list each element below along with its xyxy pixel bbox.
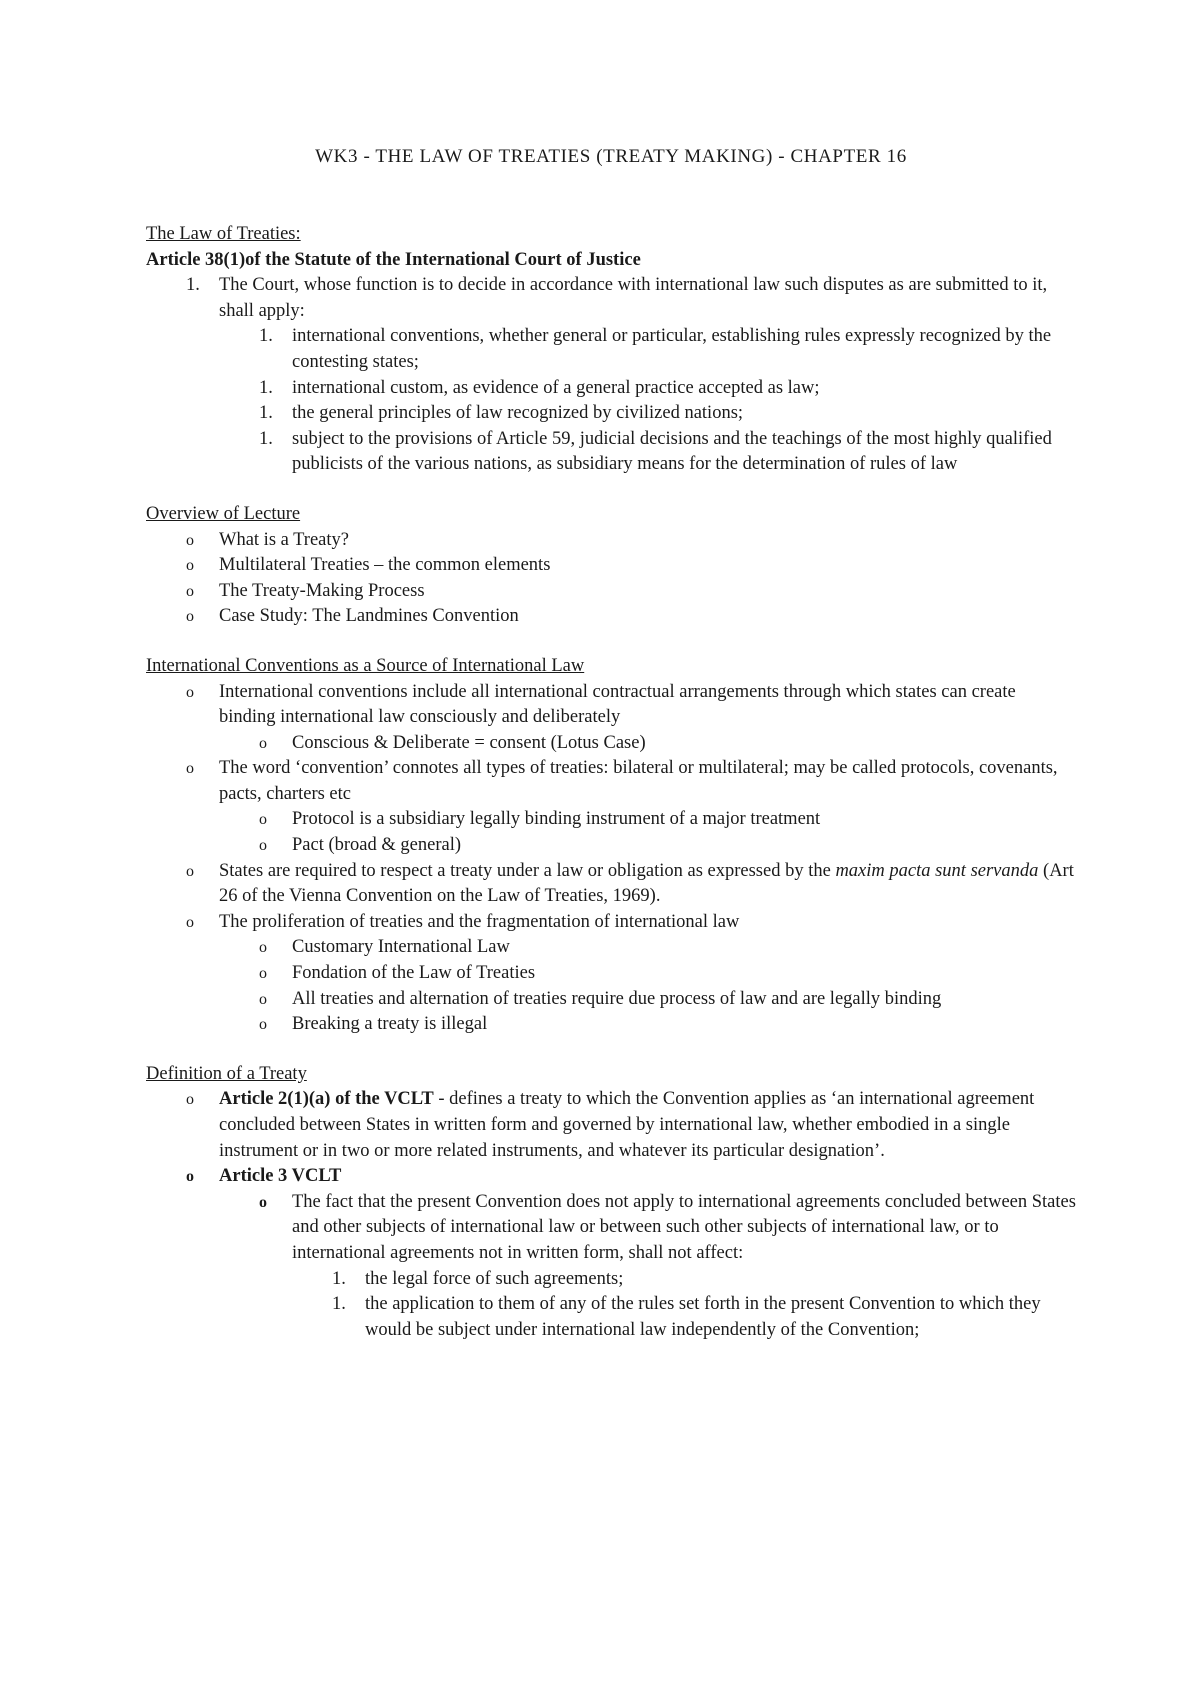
definition-list <box>146 1087 1076 1343</box>
list-item-text: - defines a treaty to which the Convention applies as ‘an international agreement concluded between States in written form and governed by international law, whether embodied in a single instrument or in two or more related instruments, and whatever its particular designation’. <box>219 1089 1035 1161</box>
spacer <box>146 630 1076 654</box>
list-item <box>146 807 1076 833</box>
bullet-icon: o <box>186 760 194 778</box>
bullet-icon: o <box>186 531 194 549</box>
bullet-icon: o <box>259 1193 267 1211</box>
list-item-text: international custom, as evidence of a general practice accepted as law; <box>292 377 820 398</box>
bullet-icon: o <box>259 939 267 957</box>
section-heading-overview: Overview of Lecture <box>146 503 301 524</box>
list-item-text-pre: States are required to respect a treaty under a law or obligation as expressed by the <box>219 860 836 881</box>
list-item <box>146 1012 1076 1038</box>
spacer <box>146 478 1076 502</box>
list-item <box>146 935 1076 961</box>
list-number: 1. <box>259 326 273 347</box>
article-38-heading: Article 38(1)of the Statute of the International Court of Justice <box>146 249 641 270</box>
list-number: 1. <box>186 275 200 296</box>
list-item <box>146 376 1076 402</box>
list-number: 1. <box>332 1268 346 1289</box>
bullet-icon: o <box>186 1091 194 1109</box>
list-item-text: Case Study: The Landmines Convention <box>219 606 519 627</box>
list-item-text: The word ‘convention’ connotes all types of treaties: bilateral or multilateral; may be called protocols, covenants, pacts, charters etc <box>219 758 1058 804</box>
article-2-label: Article 2(1)(a) of the VCLT <box>219 1089 434 1110</box>
list-item-text: The proliferation of treaties and the fragmentation of international law <box>219 911 740 932</box>
list-item <box>146 1267 1076 1293</box>
section-heading-law-of-treaties: The Law of Treaties: <box>146 224 301 244</box>
list-item <box>146 273 1076 324</box>
section-heading-definition: Definition of a Treaty <box>146 1063 307 1084</box>
list-item <box>146 401 1076 427</box>
bullet-icon: o <box>259 811 267 829</box>
bullet-icon: o <box>186 913 194 931</box>
list-item-text: The Court, whose function is to decide in accordance with international law such disputes as are submitted to it, shall apply: <box>219 275 1048 321</box>
list-item <box>146 1087 1076 1164</box>
list-item <box>146 910 1076 936</box>
list-item-text-post: (Art 26 of the Vienna Convention on the Law of Treaties, 1969). <box>219 860 1074 907</box>
list-number: 1. <box>332 1294 346 1315</box>
list-item-text: Breaking a treaty is illegal <box>292 1014 488 1035</box>
document-body <box>146 144 1076 1343</box>
bullet-icon: o <box>259 990 267 1008</box>
list-item-text: Pact (broad & general) <box>292 835 461 856</box>
list-item <box>146 1164 1076 1190</box>
list-item <box>146 604 1076 630</box>
list-item <box>146 731 1076 757</box>
list-item-text: Conscious & Deliberate = consent (Lotus Case) <box>292 732 646 753</box>
list-item <box>146 1292 1076 1343</box>
conventions-list <box>146 680 1076 1038</box>
article-38-list <box>146 273 1076 478</box>
list-item-text: All treaties and alternation of treaties require due process of law and are legally binding <box>292 988 942 1009</box>
list-item <box>146 1190 1076 1267</box>
list-item <box>146 528 1076 554</box>
bullet-icon: o <box>186 557 194 575</box>
spacer <box>146 1038 1076 1062</box>
bullet-icon: o <box>259 1016 267 1034</box>
bullet-icon: o <box>186 862 194 880</box>
list-item-text: subject to the provisions of Article 59, judicial decisions and the teachings of the most highly qualified publicists of the various nations, as subsidiary means for the determination of rules of law <box>292 428 1052 475</box>
list-item <box>146 427 1076 478</box>
latin-maxim: maxim pacta sunt servanda <box>835 860 1039 881</box>
list-item-text: Multilateral Treaties – the common elements <box>219 555 551 576</box>
list-number: 1. <box>259 428 273 449</box>
list-item-text: What is a Treaty? <box>219 529 349 550</box>
list-item <box>146 756 1076 807</box>
bullet-icon: o <box>186 608 194 626</box>
list-item <box>146 987 1076 1013</box>
page-title: WK3 - THE LAW OF TREATIES (TREATY MAKING) - CHAPTER 16 <box>315 146 907 167</box>
bullet-icon: o <box>259 734 267 752</box>
list-item <box>146 680 1076 731</box>
list-item-text: the application to them of any of the rules set forth in the present Convention to which they would be subject under international law independently of the Convention; <box>365 1294 1041 1340</box>
list-item <box>146 833 1076 859</box>
list-item-text: Fondation of the Law of Treaties <box>292 963 536 984</box>
list-item-text: The fact that the present Convention does not apply to international agreements concluded between States and other subjects of international law or between such other subjects of international law, or to international agreements not in written form, shall not affect: <box>292 1191 1076 1263</box>
bullet-icon: o <box>186 582 194 600</box>
list-item-text: The Treaty-Making Process <box>219 580 425 601</box>
list-item-text: International conventions include all international contractual arrangements through which states can create binding international law consciously and deliberately <box>219 681 1016 728</box>
bullet-icon: o <box>259 965 267 983</box>
article-3-label: Article 3 VCLT <box>219 1166 342 1187</box>
list-item-text: international conventions, whether general or particular, establishing rules expressly recognized by the contesting states; <box>292 326 1052 372</box>
list-item-text: Protocol is a subsidiary legally binding instrument of a major treatment <box>292 809 821 830</box>
list-number: 1. <box>259 403 273 424</box>
list-number: 1. <box>259 377 273 398</box>
list-item-text: Customary International Law <box>292 937 510 958</box>
list-item-text: the general principles of law recognized by civilized nations; <box>292 403 744 424</box>
bullet-icon: o <box>259 837 267 855</box>
list-item <box>146 859 1076 910</box>
bullet-icon: o <box>186 1168 194 1186</box>
list-item <box>146 579 1076 605</box>
list-item <box>146 324 1076 375</box>
list-item <box>146 553 1076 579</box>
section-heading-conventions: International Conventions as a Source of International Law <box>146 655 585 676</box>
list-item <box>146 961 1076 987</box>
list-item-text: the legal force of such agreements; <box>365 1268 624 1289</box>
overview-list <box>146 528 1076 630</box>
bullet-icon: o <box>186 683 194 701</box>
